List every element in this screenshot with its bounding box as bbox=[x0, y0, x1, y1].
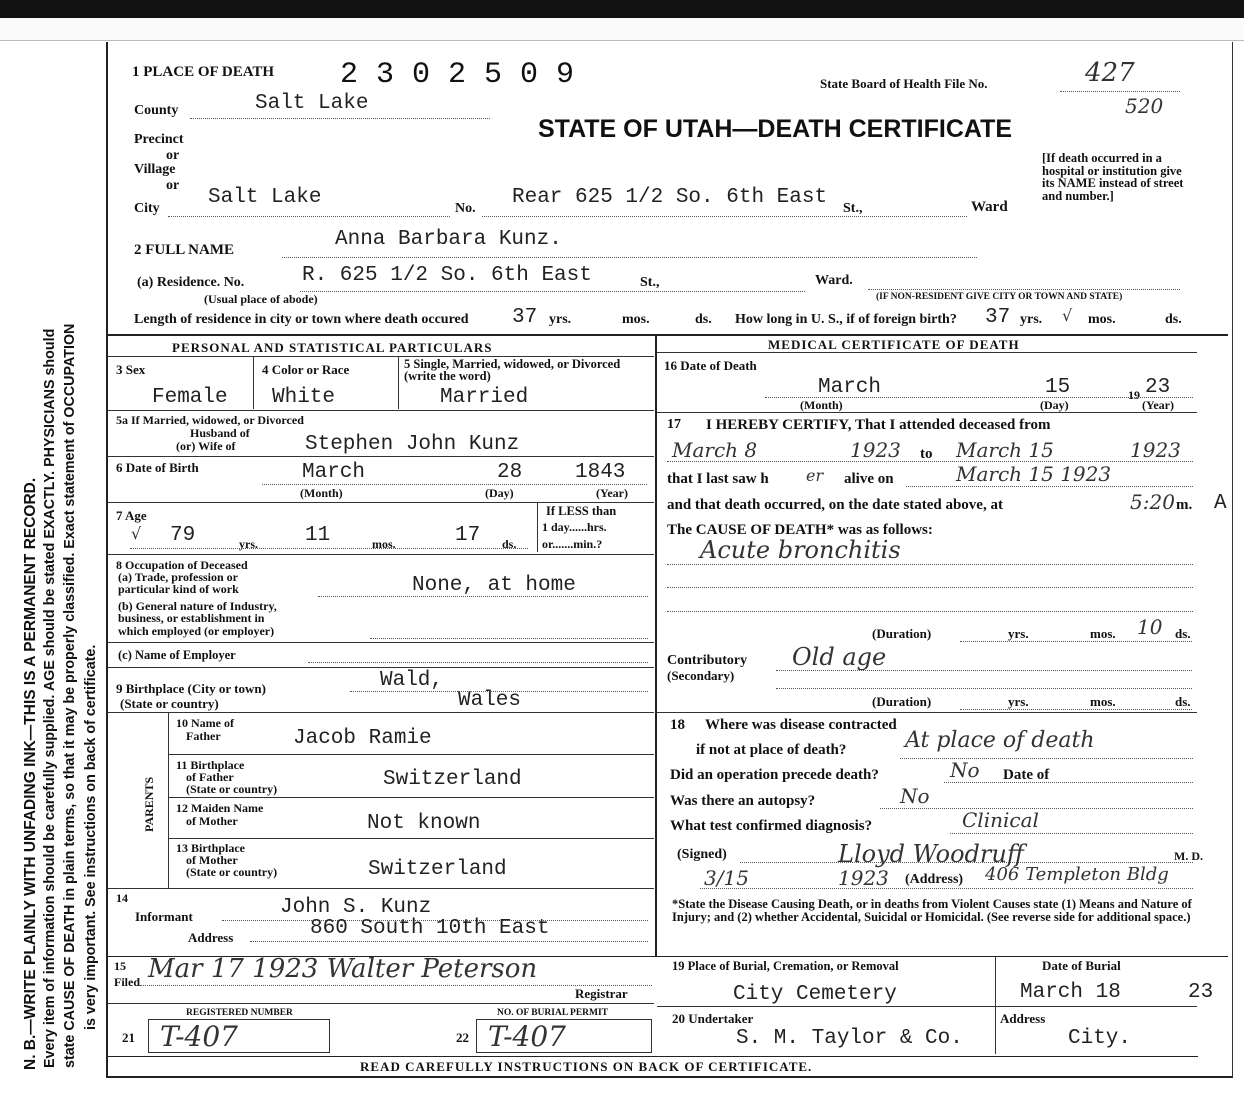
registrar-label: Registrar bbox=[575, 986, 628, 1001]
nonresident-note: (IF NON-RESIDENT GIVE CITY OR TOWN AND STATE) bbox=[876, 292, 1123, 302]
birthplace-label: 9 Birthplace (City or town) bbox=[116, 681, 266, 696]
age-years: 79 bbox=[170, 524, 196, 547]
cause-line-2 bbox=[667, 587, 1193, 588]
mother-birthplace: Switzerland bbox=[368, 858, 507, 881]
burial-permit-caption: NO. OF BURIAL PERMIT bbox=[497, 1008, 609, 1018]
length-residence-yrs: 37 bbox=[512, 306, 538, 329]
city-line bbox=[168, 216, 450, 217]
dob-year-caption: (Year) bbox=[596, 486, 628, 500]
father-birthplace-label-3: (State or country) bbox=[186, 782, 278, 796]
residence-label: (a) Residence. No. bbox=[137, 275, 245, 290]
age-line bbox=[130, 548, 528, 549]
ward-label: Ward bbox=[971, 199, 1008, 215]
side-note-line3: state CAUSE OF DEATH in plain terms, so that it may be properly classified. Exact statement of OCCUPATION bbox=[62, 323, 78, 1068]
mother-birthplace-label-1: 13 Birthplace bbox=[176, 841, 245, 855]
med-rule-2 bbox=[657, 712, 1197, 713]
med-rule-1 bbox=[657, 412, 1197, 413]
burial-date-value: March 18 bbox=[1020, 981, 1121, 1004]
reg-number-caption: REGISTERED NUMBER bbox=[186, 1008, 293, 1018]
street-line bbox=[482, 216, 967, 217]
signed-year: 1923 bbox=[838, 866, 889, 890]
dob-label: 6 Date of Birth bbox=[116, 460, 199, 475]
row-rule-1 bbox=[108, 410, 654, 411]
mother-label-2: of Mother bbox=[186, 814, 238, 828]
age-less-divider bbox=[537, 502, 538, 552]
last-saw-date: March 15 1923 bbox=[956, 462, 1112, 486]
less-than-label: If LESS than bbox=[546, 504, 617, 518]
md-label: M. D. bbox=[1174, 849, 1203, 863]
us-residence-yrs: 37 bbox=[985, 306, 1011, 329]
duration-ds-1: ds. bbox=[1175, 626, 1191, 641]
informant-label: Informant bbox=[135, 909, 193, 924]
duration-yrs-1: yrs. bbox=[1008, 626, 1029, 641]
operation-line bbox=[944, 782, 1193, 783]
us-yrs-label: yrs. bbox=[1020, 312, 1043, 327]
attended-from-year: 1923 bbox=[850, 438, 901, 462]
row-rule-7 bbox=[108, 712, 654, 713]
row-rule-9 bbox=[168, 797, 654, 798]
occupation-b-2: business, or establishment in bbox=[118, 611, 265, 625]
burial-place-label: 19 Place of Burial, Cremation, or Removal bbox=[672, 959, 899, 973]
file-number: 427 bbox=[1085, 58, 1135, 88]
undertaker-address: City. bbox=[1068, 1027, 1132, 1050]
duration-mos-1: mos. bbox=[1090, 626, 1116, 641]
burial-permit-value: T-407 bbox=[488, 1020, 566, 1053]
item-15: 15 bbox=[114, 959, 126, 973]
contracted-label: Where was disease contracted bbox=[705, 717, 897, 733]
dob-month: March bbox=[302, 461, 366, 484]
row-rule-11 bbox=[108, 888, 654, 889]
cause-label: The CAUSE OF DEATH* was as follows: bbox=[667, 522, 933, 538]
residence-value: R. 625 1/2 So. 6th East bbox=[302, 264, 592, 287]
scan-top-border bbox=[0, 0, 1244, 18]
test-label: What test confirmed diagnosis? bbox=[670, 818, 873, 834]
scan-top-edge bbox=[0, 18, 1244, 41]
duration-yrs-2: yrs. bbox=[1008, 694, 1029, 709]
birthplace-country: Wales bbox=[458, 689, 522, 712]
dod-label: 16 Date of Death bbox=[664, 358, 757, 373]
spouse-label-2: Husband of bbox=[190, 426, 250, 440]
contributory-line bbox=[776, 670, 1192, 671]
signed-address: 406 Templeton Bldg bbox=[985, 864, 1169, 885]
us-ds-label: ds. bbox=[1165, 312, 1182, 327]
cause-footnote: *State the Disease Causing Death, or in deaths from Violent Causes state (1) Means and Nature of Injury; and (2) whether Accidental, Suicidal or Homicidal. (See reverse side for additional space.) bbox=[672, 897, 1192, 924]
residence-ward-label: Ward. bbox=[815, 273, 853, 288]
street-st-label: St., bbox=[843, 201, 863, 216]
mother-name: Not known bbox=[367, 812, 481, 835]
occupation-value: None, at home bbox=[412, 574, 576, 597]
alive-on-label: alive on bbox=[844, 471, 894, 487]
marital-value: Married bbox=[440, 386, 529, 409]
employer-line bbox=[308, 662, 648, 663]
mother-birthplace-label-3: (State or country) bbox=[186, 865, 278, 879]
duration-label-1: (Duration) bbox=[872, 626, 932, 641]
father-name: Jacob Ramie bbox=[293, 727, 432, 750]
occupation-label-1: 8 Occupation of Deceased bbox=[116, 558, 248, 572]
or-label-1: or bbox=[166, 148, 180, 163]
duration-days: 10 bbox=[1137, 615, 1163, 639]
father-label-2: Father bbox=[186, 729, 221, 743]
file-no-line bbox=[1060, 91, 1180, 92]
age-months: 11 bbox=[305, 524, 331, 547]
certificate-title: STATE OF UTAH—DEATH CERTIFICATE bbox=[538, 115, 1013, 143]
signed-label: (Signed) bbox=[677, 847, 727, 862]
county-line bbox=[190, 118, 490, 119]
medical-title-rule bbox=[657, 352, 1197, 353]
color-label: 4 Color or Race bbox=[262, 362, 350, 377]
county-label: County bbox=[134, 103, 179, 118]
street-value: Rear 625 1/2 So. 6th East bbox=[512, 186, 828, 209]
row-rule-13 bbox=[108, 1003, 654, 1004]
dod-year-prefix: 19 bbox=[1128, 388, 1140, 402]
usual-abode-label: (Usual place of abode) bbox=[204, 292, 318, 306]
color-value: White bbox=[272, 386, 336, 409]
residence-line bbox=[300, 291, 805, 292]
occupation-b-1: (b) General nature of Industry, bbox=[118, 599, 277, 613]
length-ds-label: ds. bbox=[695, 312, 712, 327]
employer-label: (c) Name of Employer bbox=[118, 648, 236, 662]
physician-signature: Lloyd Woodruff bbox=[838, 840, 1024, 868]
death-time: 5:20 bbox=[1130, 490, 1175, 514]
row-rule-8 bbox=[168, 754, 654, 755]
side-note-permanent: N. B.—WRITE PLAINLY WITH UNFADING INK—THIS IS A PERMANENT RECORD. bbox=[22, 477, 39, 1070]
undertaker-label: 20 Undertaker bbox=[672, 1011, 754, 1026]
burial-date-year: 23 bbox=[1188, 981, 1214, 1004]
side-note-line4: is very important. See instructions on back of certificate. bbox=[83, 644, 99, 1030]
medical-section-title: MEDICAL CERTIFICATE OF DEATH bbox=[768, 337, 1020, 352]
autopsy-label: Was there an autopsy? bbox=[670, 793, 816, 809]
cause-line-1 bbox=[667, 564, 1193, 565]
signed-address-label: (Address) bbox=[905, 872, 964, 887]
filed-value: Mar 17 1923 Walter Peterson bbox=[148, 954, 538, 984]
file-number-extra: 520 bbox=[1125, 94, 1164, 118]
mother-birthplace-label-2: of Mother bbox=[186, 853, 238, 867]
occupation-b-3: which employed (or employer) bbox=[118, 624, 275, 638]
footer-rule bbox=[108, 1056, 1198, 1057]
parents-divider bbox=[168, 712, 169, 888]
occupation-line bbox=[318, 596, 648, 597]
age-label: 7 Age bbox=[116, 508, 147, 523]
signed-line bbox=[740, 862, 1193, 863]
footer-instructions: READ CAREFULLY INSTRUCTIONS ON BACK OF CERTIFICATE. bbox=[360, 1059, 813, 1074]
reg-number-value: T-407 bbox=[160, 1020, 238, 1053]
us-check-mark: √ bbox=[1062, 306, 1073, 325]
duration-mos-2: mos. bbox=[1090, 694, 1116, 709]
attended-from: March 8 bbox=[672, 438, 758, 462]
birthplace-city: Wald, bbox=[380, 669, 444, 692]
item-17: 17 bbox=[667, 417, 681, 432]
dod-day: 15 bbox=[1045, 376, 1071, 399]
us-residence-label: How long in U. S., if of foreign birth? bbox=[735, 312, 957, 327]
section-top-rule bbox=[108, 334, 1228, 336]
residence-st-label: St., bbox=[640, 275, 660, 290]
occupation-label-3: particular kind of work bbox=[118, 582, 239, 596]
sex-label: 3 Sex bbox=[116, 362, 146, 377]
sex-color-divider bbox=[253, 357, 254, 409]
autopsy-value: No bbox=[900, 784, 930, 808]
row-rule-4 bbox=[108, 554, 654, 555]
dob-day-caption: (Day) bbox=[485, 486, 514, 500]
age-days: 17 bbox=[455, 524, 481, 547]
side-note-line2: Every item of information should be carefully supplied. AGE should be stated EXACTLY. PHYSICIANS should bbox=[42, 328, 58, 1068]
cause-of-death: Acute bronchitis bbox=[700, 536, 901, 564]
occupation-label-2: (a) Trade, profession or bbox=[118, 570, 238, 584]
row-rule-5 bbox=[108, 642, 654, 643]
duration-line-2 bbox=[960, 709, 1192, 710]
hospital-note: [If death occurred in a hospital or institution give its NAME instead of street and number.] bbox=[1042, 151, 1184, 203]
mother-label-1: 12 Maiden Name bbox=[176, 801, 264, 815]
test-line bbox=[950, 833, 1193, 834]
row-rule-2 bbox=[108, 456, 654, 457]
age-check-mark: √ bbox=[131, 524, 142, 543]
dod-month-caption: (Month) bbox=[800, 398, 843, 412]
item-18: 18 bbox=[670, 717, 685, 733]
dob-year: 1843 bbox=[575, 461, 626, 484]
informant-address-line bbox=[250, 941, 648, 942]
duration-line-1 bbox=[960, 641, 1192, 642]
item-14: 14 bbox=[116, 891, 128, 905]
contributory-line-2 bbox=[776, 688, 1192, 689]
place-of-death-label: 1 PLACE OF DEATH bbox=[132, 64, 275, 80]
attended-line bbox=[667, 461, 1193, 462]
last-saw-label: that I last saw h bbox=[667, 471, 769, 487]
operation-label: Did an operation precede death? bbox=[670, 767, 879, 783]
filed-label: Filed bbox=[114, 975, 140, 989]
undertaker-divider bbox=[995, 1006, 996, 1054]
death-occurred-label: and that death occurred, on the date stated above, at bbox=[667, 497, 1003, 513]
spouse-label-1: 5a If Married, widowed, or Divorced bbox=[116, 413, 304, 427]
file-no-label: State Board of Health File No. bbox=[820, 76, 988, 91]
duration-label-2: (Duration) bbox=[872, 694, 932, 709]
certificate-number: 2 3 0 2 5 0 9 bbox=[340, 58, 575, 92]
city-value: Salt Lake bbox=[208, 186, 322, 209]
spouse-label-3: (or) Wife of bbox=[176, 439, 236, 453]
contracted-line bbox=[900, 758, 1193, 759]
dod-year-caption: (Year) bbox=[1142, 398, 1174, 412]
full-name-line bbox=[282, 257, 977, 258]
last-saw-pronoun: er bbox=[806, 466, 824, 485]
or-min-label: or.......min.? bbox=[542, 537, 603, 551]
birthplace-state-label: (State or country) bbox=[120, 696, 219, 711]
undertaker-value: S. M. Taylor & Co. bbox=[736, 1027, 963, 1050]
informant-name: John S. Kunz bbox=[280, 896, 432, 919]
row-rule-10 bbox=[168, 838, 654, 839]
contracted-value: At place of death bbox=[905, 728, 1095, 753]
dob-month-caption: (Month) bbox=[300, 486, 343, 500]
dob-day: 28 bbox=[497, 461, 523, 484]
parents-label: PARENTS bbox=[142, 776, 156, 832]
contributory-cause: Old age bbox=[792, 643, 887, 671]
attended-to-year: 1923 bbox=[1130, 438, 1181, 462]
marital-label: 5 Single, Married, widowed, or Divorced (write the word) bbox=[404, 357, 621, 383]
day-hrs-label: 1 day......hrs. bbox=[542, 520, 607, 534]
personal-section-title: PERSONAL AND STATISTICAL PARTICULARS bbox=[172, 340, 493, 355]
contracted-label-2: if not at place of death? bbox=[696, 742, 847, 758]
item-22: 22 bbox=[456, 1030, 469, 1045]
row-rule-3 bbox=[108, 502, 654, 503]
burial-date-label: Date of Burial bbox=[1042, 958, 1121, 973]
certify-text: I HEREBY CERTIFY, That I attended deceased from bbox=[706, 417, 1051, 433]
burial-place-value: City Cemetery bbox=[733, 983, 897, 1006]
father-birthplace: Switzerland bbox=[383, 768, 522, 791]
dod-day-caption: (Day) bbox=[1040, 398, 1069, 412]
death-time-suffix: m. bbox=[1176, 497, 1193, 513]
last-saw-line bbox=[906, 486, 1193, 487]
signed-date: 3/15 bbox=[704, 866, 749, 890]
cause-line-3 bbox=[667, 611, 1193, 612]
father-birthplace-label-1: 11 Birthplace bbox=[176, 758, 245, 772]
column-divider bbox=[655, 336, 657, 956]
county-value: Salt Lake bbox=[255, 92, 369, 115]
age-ds-label: ds. bbox=[502, 537, 517, 551]
undertaker-address-label: Address bbox=[1000, 1011, 1046, 1026]
attended-to: March 15 bbox=[956, 438, 1054, 462]
dod-year: 23 bbox=[1145, 376, 1171, 399]
signed-address-line bbox=[700, 888, 1193, 889]
date-of-label: Date of bbox=[1003, 767, 1050, 783]
city-label: City bbox=[134, 201, 160, 216]
village-label: Village bbox=[134, 162, 176, 177]
informant-address: 860 South 10th East bbox=[310, 917, 550, 940]
to-label: to bbox=[920, 446, 933, 462]
burial-divider bbox=[995, 956, 996, 1006]
operation-value: No bbox=[950, 758, 980, 782]
father-label-1: 10 Name of bbox=[176, 716, 234, 730]
duration-ds-2: ds. bbox=[1175, 694, 1191, 709]
length-residence-label: Length of residence in city or town where death occured bbox=[134, 312, 469, 327]
length-mos-label: mos. bbox=[622, 312, 650, 327]
father-birthplace-label-2: of Father bbox=[186, 770, 234, 784]
or-label-2: or bbox=[166, 178, 180, 193]
row-rule-6 bbox=[108, 667, 654, 668]
us-mos-label: mos. bbox=[1088, 312, 1116, 327]
occupation-b-line bbox=[370, 638, 648, 639]
age-yrs-label: yrs. bbox=[239, 537, 258, 551]
precinct-label: Precinct bbox=[134, 132, 184, 147]
birthplace-line bbox=[350, 691, 648, 692]
contributory-label: Contributory bbox=[667, 653, 748, 668]
residence-ward-line bbox=[868, 289, 1180, 290]
informant-address-label: Address bbox=[188, 930, 234, 945]
length-yrs-label: yrs. bbox=[549, 312, 572, 327]
sex-value: Female bbox=[152, 386, 228, 409]
secondary-label: (Secondary) bbox=[667, 668, 735, 683]
item-21: 21 bbox=[122, 1030, 135, 1045]
death-time-ampm: A bbox=[1214, 492, 1227, 515]
color-marital-divider bbox=[398, 357, 399, 409]
full-name-label: 2 FULL NAME bbox=[134, 242, 235, 258]
dod-month: March bbox=[818, 376, 882, 399]
dob-line bbox=[262, 484, 647, 485]
med-rule-3 bbox=[657, 1006, 1197, 1007]
full-name-value: Anna Barbara Kunz. bbox=[335, 228, 562, 251]
street-no-label: No. bbox=[455, 201, 476, 216]
test-value: Clinical bbox=[962, 808, 1039, 832]
age-mos-label: mos. bbox=[372, 537, 396, 551]
spouse-value: Stephen John Kunz bbox=[305, 433, 520, 456]
